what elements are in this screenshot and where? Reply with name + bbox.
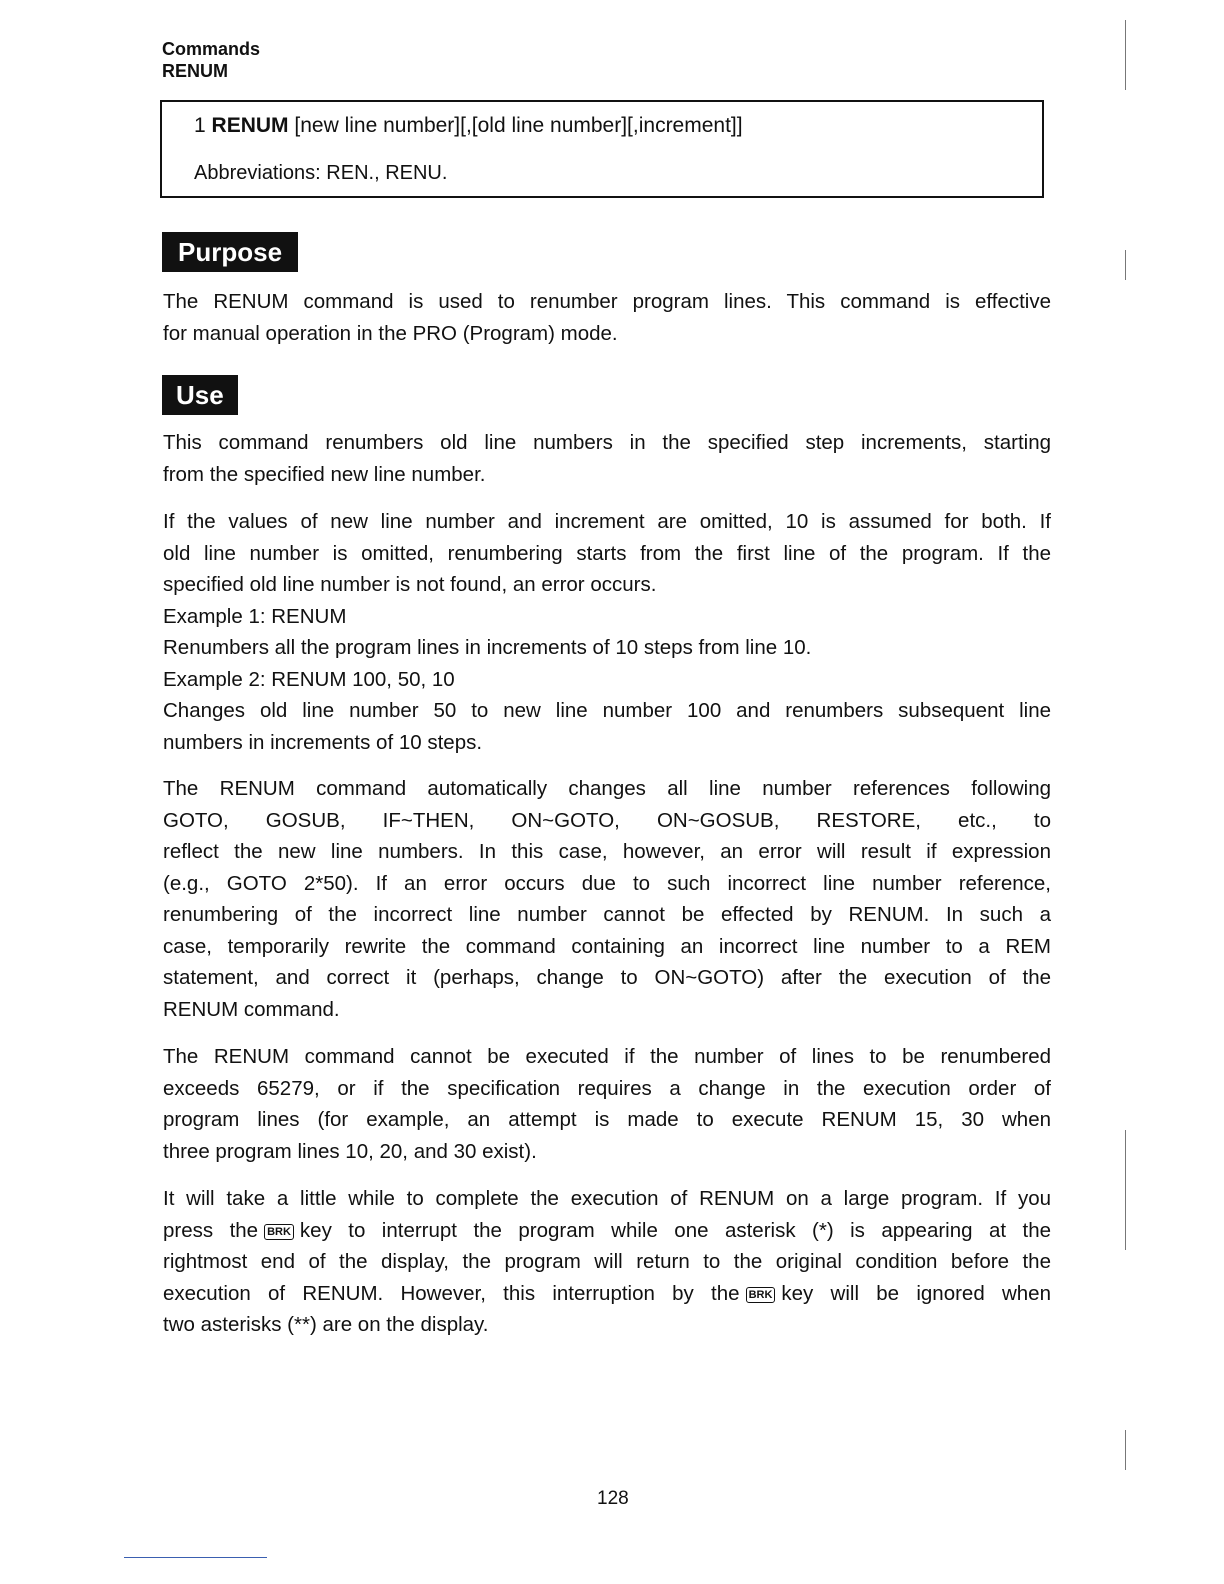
text-line: The RENUM command cannot be executed if the number of lines to be renumbered — [163, 1045, 1051, 1068]
brk-key-icon: BRK — [746, 1287, 776, 1303]
syntax-line — [194, 114, 743, 138]
footer-rule — [124, 1557, 267, 1558]
syntax-line-number: 1 — [194, 114, 206, 137]
text-line: (e.g., GOTO 2*50). If an error occurs due to such incorrect line number reference, — [163, 871, 1051, 895]
text-fragment: key to interrupt the program while one asterisk (*) is appearing at the — [299, 1218, 1051, 1242]
text-line-with-key — [163, 1215, 1051, 1247]
text-line: exceeds 65279, or if the specification requires a change in the execution order of — [163, 1076, 1051, 1100]
use-paragraph-2 — [163, 506, 1051, 758]
scan-edge-mark — [1125, 1430, 1126, 1470]
purpose-heading: Purpose — [162, 232, 298, 272]
header-command: RENUM — [162, 61, 228, 81]
text-line: The RENUM command automatically changes all line number references following — [163, 777, 1051, 800]
text-line: It will take a little while to complete the execution of RENUM on a large program. If you — [163, 1187, 1051, 1210]
purpose-paragraph — [163, 286, 1051, 349]
text-line: for manual operation in the PRO (Program) mode. — [163, 321, 618, 345]
use-paragraph-3 — [163, 773, 1051, 1025]
text-line: RENUM command. — [163, 997, 340, 1021]
syntax-params: [new line number][,[old line number][,increment]] — [294, 114, 743, 137]
syntax-abbreviations: Abbreviations: REN., RENU. — [194, 162, 448, 184]
scan-edge-mark — [1125, 20, 1126, 90]
text-line: Renumbers all the program lines in increments of 10 steps from line 10. — [163, 636, 812, 659]
syntax-box — [160, 100, 1044, 198]
brk-key-icon: BRK — [264, 1224, 294, 1240]
example-2-label: Example 2: RENUM 100, 50, 10 — [163, 667, 455, 691]
text-line: renumbering of the incorrect line number cannot be effected by RENUM. In such a — [163, 903, 1051, 926]
use-paragraph-4 — [163, 1041, 1051, 1167]
header-section: Commands — [162, 39, 261, 59]
text-line: GOTO, GOSUB, IF~THEN, ON~GOTO, ON~GOSUB, RESTORE, etc., to — [163, 808, 1051, 832]
text-line: Changes old line number 50 to new line number 100 and renumbers subsequent line — [163, 699, 1051, 722]
text-line: from the specified new line number. — [163, 462, 486, 486]
text-line: reflect the new line numbers. In this case, however, an error will result if expression — [163, 840, 1051, 863]
text-line: This command renumbers old line numbers in the specified step increments, starting — [163, 431, 1051, 454]
text-line-with-key — [163, 1278, 1051, 1310]
text-line: statement, and correct it (perhaps, change to ON~GOTO) after the execution of the — [163, 966, 1051, 989]
running-header — [162, 38, 260, 82]
text-line: old line number is omitted, renumbering starts from the first line of the program. If the — [163, 541, 1051, 565]
text-line: The RENUM command is used to renumber program lines. This command is effective — [163, 290, 1051, 313]
text-line: case, temporarily rewrite the command containing an incorrect line number to a REM — [163, 934, 1051, 958]
use-paragraph-5 — [163, 1183, 1051, 1341]
page-number: 128 — [597, 1488, 629, 1509]
text-line: numbers in increments of 10 steps. — [163, 730, 483, 754]
use-heading: Use — [162, 375, 238, 415]
text-line: program lines (for example, an attempt is made to execute RENUM 15, 30 when — [163, 1108, 1051, 1131]
text-fragment: press the — [163, 1218, 259, 1242]
scan-edge-mark — [1125, 250, 1126, 280]
text-line: two asterisks (**) are on the display. — [163, 1313, 489, 1336]
text-fragment: execution of RENUM. However, this interruption by the — [163, 1281, 740, 1305]
syntax-keyword: RENUM — [211, 114, 289, 137]
text-line: rightmost end of the display, the program will return to the original condition before the — [163, 1250, 1051, 1273]
scan-edge-mark — [1125, 1130, 1126, 1250]
use-paragraph-1 — [163, 427, 1051, 490]
text-fragment: key will be ignored when — [781, 1281, 1051, 1305]
text-line: If the values of new line number and increment are omitted, 10 is assumed for both. If — [163, 510, 1051, 533]
text-line: specified old line number is not found, an error occurs. — [163, 573, 657, 596]
example-1-label: Example 1: RENUM — [163, 604, 347, 628]
text-line: three program lines 10, 20, and 30 exist). — [163, 1139, 537, 1163]
